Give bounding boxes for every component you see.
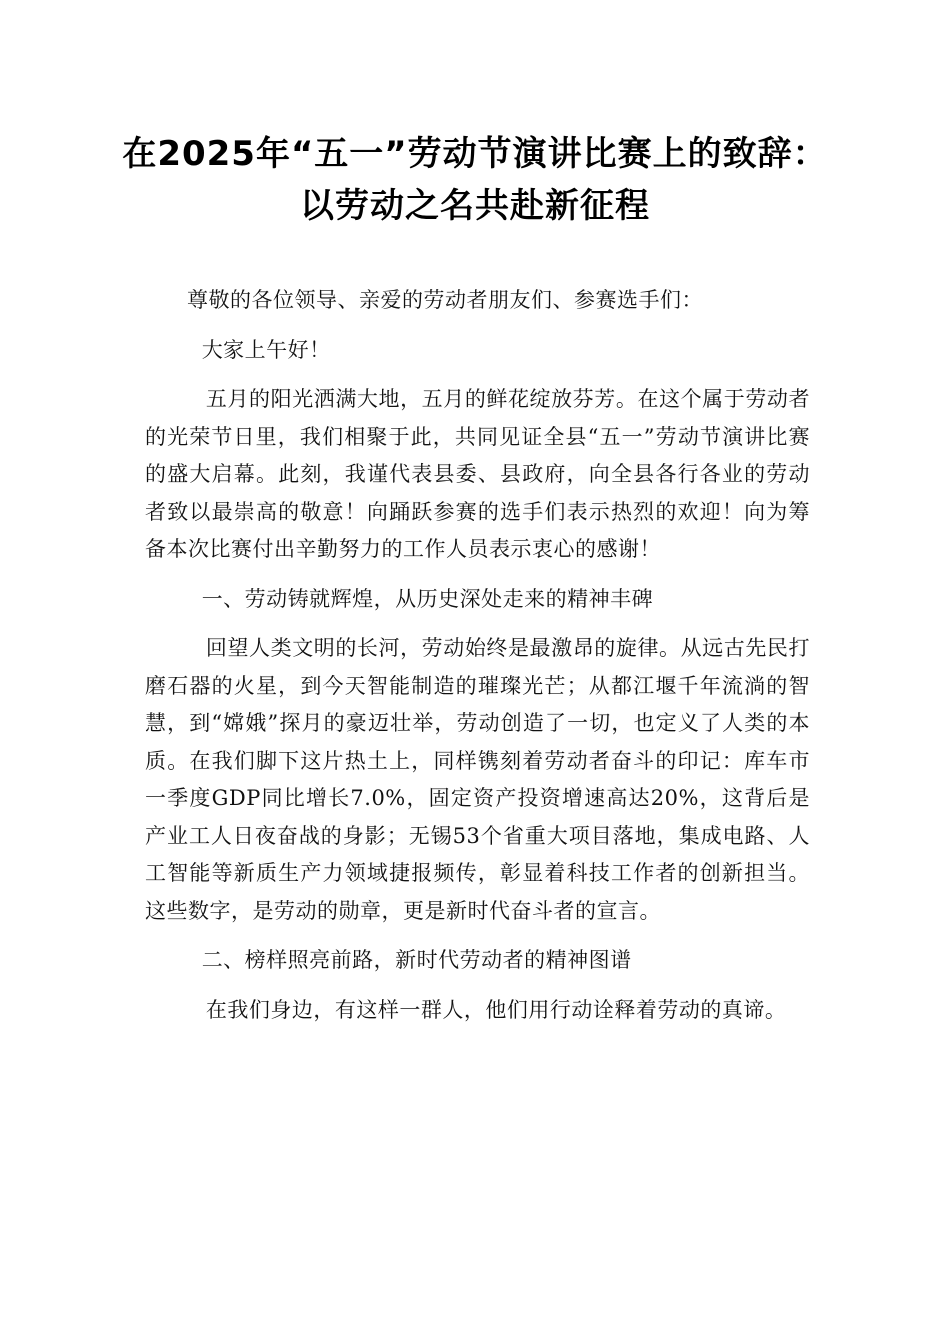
section-paragraph-2: 在我们身边，有这样一群人，他们用行动诠释着劳动的真谛。 [205,997,787,1022]
section-paragraph-1: 回望人类文明的长河，劳动始终是最激昂的旋律。从远古先民打磨石器的火星，到今天智能制造的璀璨光芒；从都江堰千年流淌的智慧，到“嫦娥”探月的豪迈壮举，劳动创造了一切，也定义了人类的本质。在我们脚下这片热土上，同样镌刻着劳动者奋斗的印记：库车市一季度GDP同比增长7.0%，固定资产投资增速高达20%，这背后是产业工人日夜奋战的身影；无锡53个省重大项目落地，集成电路、人工智能等新质生产力领域捷报频传，彰显着科技工作者的创新担当。这些数字，是劳动的勋章，更是新时代奋斗者的宣言。 [145,636,810,923]
section-heading-1: 一、劳动铸就辉煌，从历史深处走来的精神丰碑 [201,586,654,611]
greeting: 大家上午好！ [201,337,331,362]
section-heading-2: 二、榜样照亮前路，新时代劳动者的精神图谱 [201,948,632,972]
document-title: 在2025年“五一”劳动节演讲比赛上的致辞：以劳动之名共赴新征程 [122,134,828,226]
opening-paragraph: 五月的阳光洒满大地，五月的鲜花绽放芬芳。在这个属于劳动者的光荣节日里，我们相聚于此，共同见证全县“五一”劳动节演讲比赛的盛大启幕。此刻，我谨代表县委、县政府，向全县各行各业的劳动者致以最崇高的敬意！向踊跃参赛的选手们表示热烈的欢迎！向为筹备本次比赛付出辛勤努力的工作人员表示衷心的感谢！ [145,387,810,561]
document-body [145,282,810,1041]
salutation: 尊敬的各位领导、亲爱的劳动者朋友们、参赛选手们： [187,288,703,312]
